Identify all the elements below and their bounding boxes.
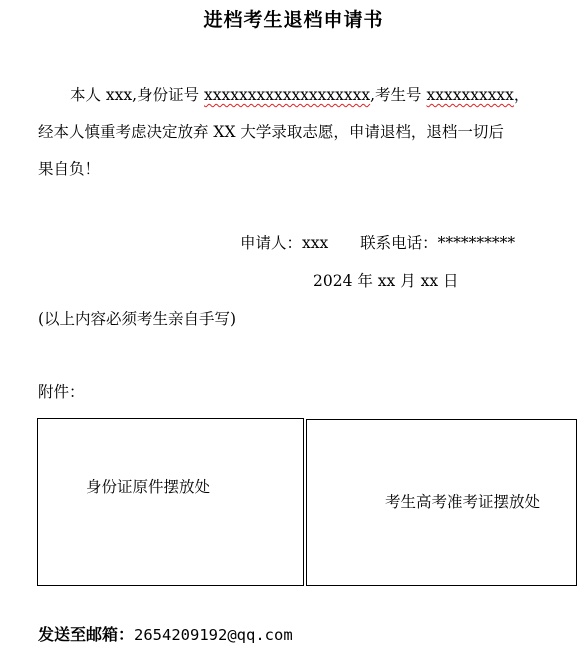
admission-ticket-placement-box xyxy=(306,419,577,586)
line1-sep: ,考生号 xyxy=(370,86,422,104)
handwrite-note: (以上内容必须考生亲自手写) xyxy=(38,310,237,328)
id-card-placement-label: 身份证原件摆放处 xyxy=(86,478,211,496)
statement-line-1 xyxy=(70,83,529,105)
applicant: 申请人：xxx xyxy=(240,234,329,252)
statement-line-3: 果自负！ xyxy=(38,160,101,178)
statement-line-2: 经本人慎重考虑决定放弃 XX 大学录取志愿，申请退档，退档一切后 xyxy=(38,123,504,141)
line1-prefix: 本人 xxx,身份证号 xyxy=(70,86,200,104)
id-card-placement-box xyxy=(37,418,304,586)
exam-number: xxxxxxxxxx xyxy=(426,86,514,104)
attachment-label: 附件： xyxy=(38,383,85,401)
document-title: 进档考生退档申请书 xyxy=(203,9,384,31)
id-number: xxxxxxxxxxxxxxxxxxx xyxy=(204,86,371,104)
admission-ticket-placement-label: 考生高考准考证摆放处 xyxy=(385,493,541,511)
date-line: 2024 年 xx 月 xx 日 xyxy=(313,272,459,290)
line1-end: ， xyxy=(513,86,530,104)
applicant-line xyxy=(240,231,515,253)
phone: 联系电话：********** xyxy=(360,234,516,252)
email-address[interactable]: 2654209192@qq.com xyxy=(134,626,293,644)
email-label: 发送至邮箱： xyxy=(38,625,135,644)
email-footer xyxy=(38,622,293,645)
